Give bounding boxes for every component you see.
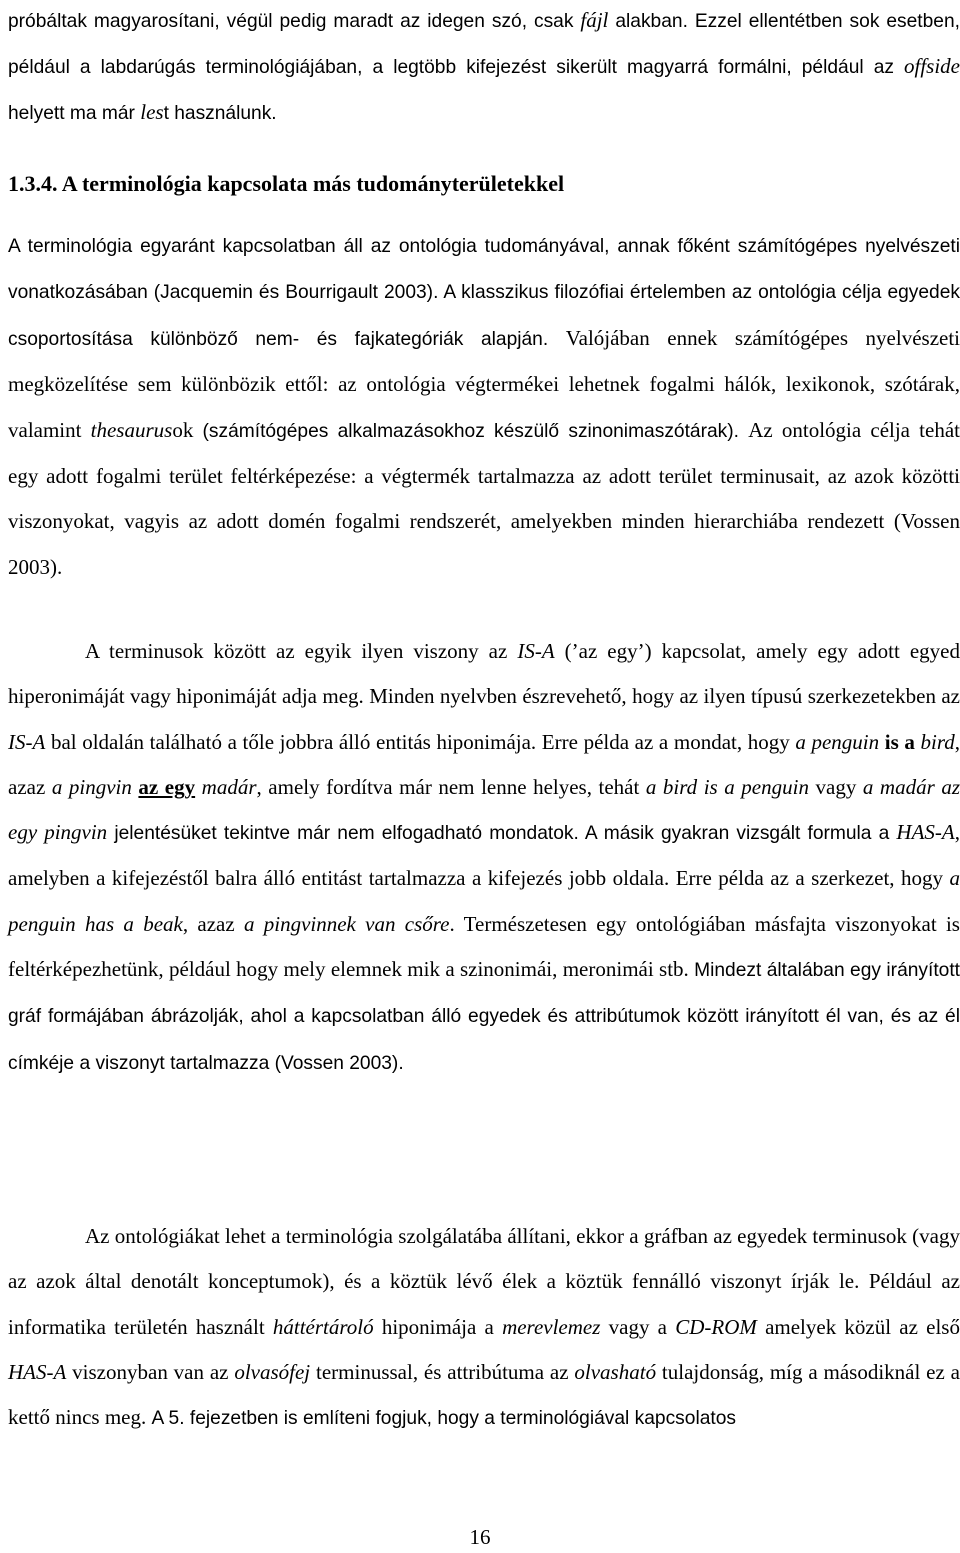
paragraph-intro: próbáltak magyarosítani, végül pedig maradt az idegen szó, csak fájl alakban. Ezzel ellentétben sok esetben, például a labdarúgás terminológiájában, a legtöbb kifejezést sikerült magyarrá formálni, például az offside helyett ma már lest használunk. [8,8,960,124]
paragraph-terminology: Az ontológiákat lehet a terminológia szolgálatába állítani, ekkor a gráfban az egyedek terminusok (vagy az azok által denotált konceptumok), és a köztük lévő élek a köztük fennálló viszonyt írják le. Például az informatika területén használt háttértároló hiponimája a merevlemez vagy a CD-ROM amelyek közül az első HAS-A viszonyban van az olvasófej terminussal, és attribútuma az olvasható tulajdonság, míg a másodiknál ez a kettő nincs meg. A 5. fejezetben is említeni fogjuk, hogy a terminológiával kapcsolatos [8,1224,960,1430]
section-heading: 1.3.4. A terminológia kapcsolata más tudományterületekkel [8,171,565,196]
paragraph-is-a: A terminusok között az egyik ilyen viszony az IS-A (’az egy’) kapcsolat, amely egy adott egyed hiperonimáját vagy hiponimáját adja meg. Minden nyelvben észrevehető, hogy az ilyen típusú szerkezetekben az IS-A bal oldalán található a tőle jobbra álló entitás hiponimája. Erre példa az a mondat, hogy a penguin is a bird, azaz a pingvin az egy madár, amely fordítva már nem lenne helyes, tehát a bird is a penguin vagy a madár az egy pingvin jelentésüket tekintve már nem elfogadható mondatok. A másik gyakran vizsgált formula a HAS-A, amelyben a kifejezéstől balra álló entitást tartalmazza a kifejezés jobb oldala. Erre példa az a szerkezet, hogy a penguin has a beak, azaz a pingvinnek van csőre. Természetesen egy ontológiában másfajta viszonyokat is feltérképezhetünk, például hogy mely elemnek mik a szinonimái, meronimái stb. Mindezt általában egy irányított gráf formájában ábrázolják, ahol a kapcsolatban álló egyedek és attribútumok között irányított él van, és az él címkéje a viszonyt tartalmazza (Vossen 2003). [8,639,960,1074]
document-page [8,0,960,1430]
paragraph-ontology: A terminológia egyaránt kapcsolatban áll az ontológia tudományával, annak főként számítógépes nyelvészeti vonatkozásában (Jacquemin és Bourrigault 2003). A klasszikus filozófiai értelemben az ontológia célja egyedek csoportosítása különböző nem- és fajkategóriák alapján. Valójában ennek számítógépes nyelvészeti megközelítése sem különbözik ettől: az ontológia végtermékei lehetnek fogalmi hálók, lexikonok, szótárak, valamint thesaurusok (számítógépes alkalmazásokhoz készülő szinonimaszótárak). Az ontológia célja tehát egy adott fogalmi terület feltérképezése: a végtermék tartalmazza az adott terület terminusait, az azok közötti viszonyokat, vagyis az adott domén fogalmi rendszerét, amelyekben minden hierarchiába rendezett (Vossen 2003). [8,236,960,579]
page-number: 16 [469,1525,491,1549]
